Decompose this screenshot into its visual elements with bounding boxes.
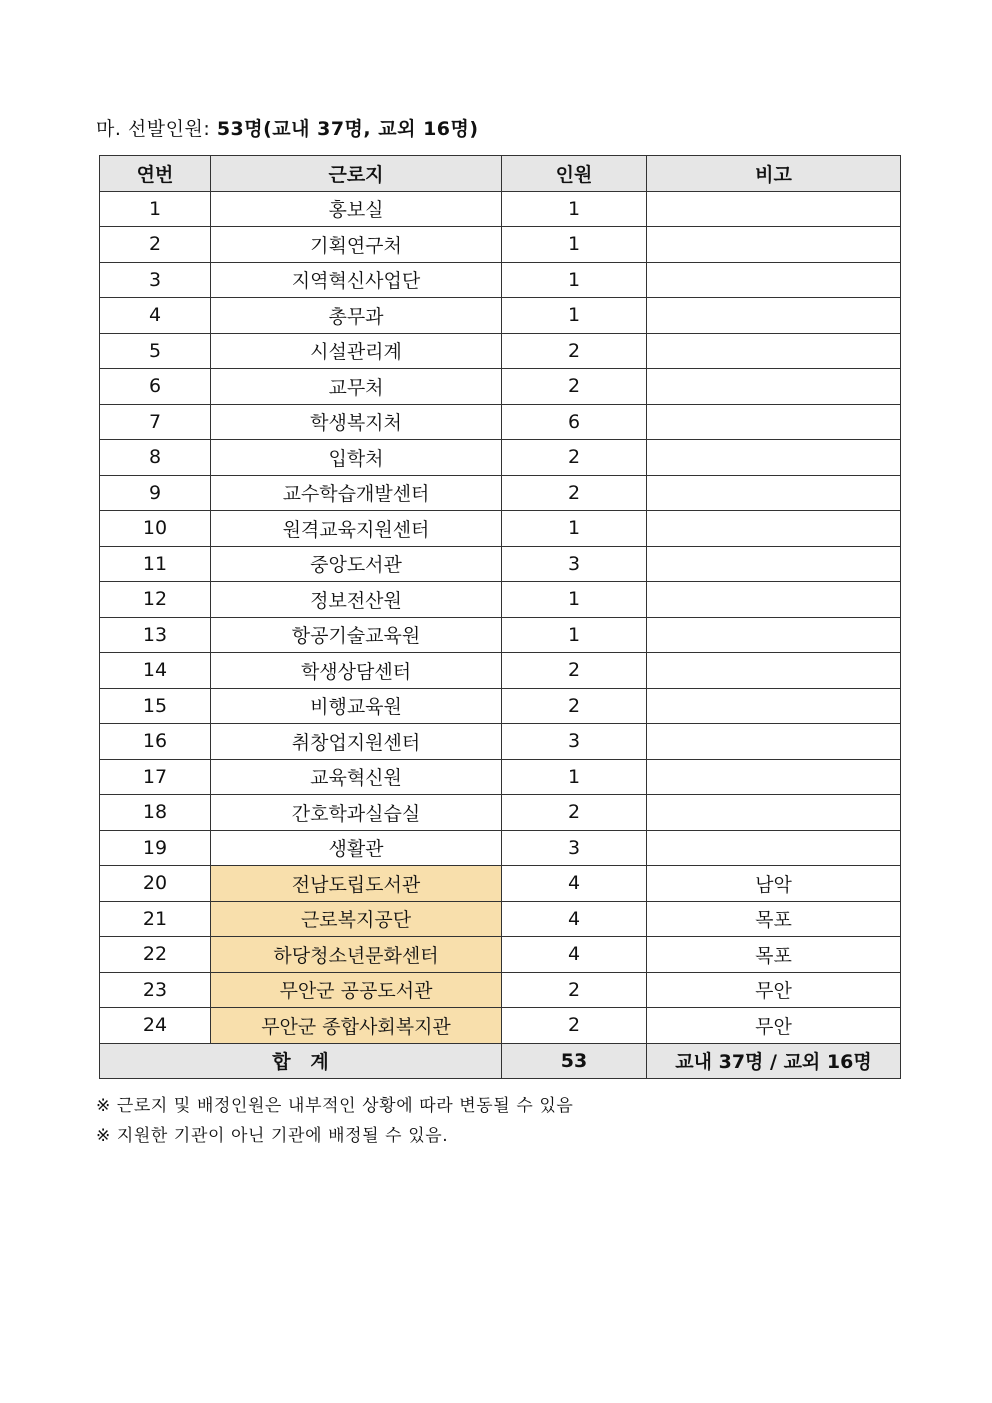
row-note (647, 688, 901, 724)
row-number: 13 (100, 617, 211, 653)
row-workplace: 전남도립도서관 (211, 866, 502, 902)
footnotes (96, 1091, 573, 1151)
table-body (100, 191, 901, 1043)
row-count: 1 (502, 227, 647, 263)
table-row (100, 795, 901, 831)
table-header (100, 156, 901, 192)
row-workplace: 입학처 (211, 440, 502, 476)
row-number: 11 (100, 546, 211, 582)
table-row (100, 866, 901, 902)
table-row (100, 511, 901, 547)
allocation-table (99, 155, 901, 1079)
row-count: 1 (502, 582, 647, 618)
row-note (647, 830, 901, 866)
row-count: 4 (502, 866, 647, 902)
heading-prefix: 마. 선발인원: (96, 118, 211, 140)
row-note: 무안 (647, 972, 901, 1008)
row-workplace: 교수학습개발센터 (211, 475, 502, 511)
row-workplace: 기획연구처 (211, 227, 502, 263)
row-note (647, 298, 901, 334)
row-number: 12 (100, 582, 211, 618)
table-row (100, 688, 901, 724)
table-row (100, 937, 901, 973)
row-count: 3 (502, 830, 647, 866)
row-note: 목포 (647, 937, 901, 973)
table-row (100, 830, 901, 866)
row-number: 9 (100, 475, 211, 511)
row-number: 18 (100, 795, 211, 831)
row-number: 22 (100, 937, 211, 973)
row-workplace: 정보전산원 (211, 582, 502, 618)
row-note: 무안 (647, 1008, 901, 1044)
table-row (100, 901, 901, 937)
row-number: 24 (100, 1008, 211, 1044)
row-note (647, 227, 901, 263)
table-footer (100, 1043, 901, 1079)
footnote: ※ 지원한 기관이 아닌 기관에 배정될 수 있음. (96, 1126, 449, 1146)
row-count: 1 (502, 298, 647, 334)
total-row (100, 1043, 901, 1079)
row-note: 목포 (647, 901, 901, 937)
row-count: 4 (502, 937, 647, 973)
table-row (100, 298, 901, 334)
table-row (100, 1008, 901, 1044)
row-note (647, 546, 901, 582)
row-count: 1 (502, 759, 647, 795)
row-note (647, 759, 901, 795)
header-note: 비고 (647, 156, 901, 192)
total-note: 교내 37명 / 교외 16명 (647, 1043, 901, 1079)
table-row (100, 759, 901, 795)
row-workplace: 교육혁신원 (211, 759, 502, 795)
row-count: 2 (502, 440, 647, 476)
row-workplace: 항공기술교육원 (211, 617, 502, 653)
row-note (647, 475, 901, 511)
row-workplace: 학생복지처 (211, 404, 502, 440)
table-row (100, 617, 901, 653)
row-number: 14 (100, 653, 211, 689)
row-note (647, 724, 901, 760)
row-number: 10 (100, 511, 211, 547)
row-note (647, 440, 901, 476)
row-workplace: 생활관 (211, 830, 502, 866)
row-workplace: 간호학과실습실 (211, 795, 502, 831)
row-number: 3 (100, 262, 211, 298)
header-count: 인원 (502, 156, 647, 192)
row-count: 4 (502, 901, 647, 937)
table-row (100, 546, 901, 582)
row-workplace: 학생상담센터 (211, 653, 502, 689)
row-note (647, 333, 901, 369)
row-workplace: 무안군 종합사회복지관 (211, 1008, 502, 1044)
row-number: 21 (100, 901, 211, 937)
row-number: 15 (100, 688, 211, 724)
row-workplace: 중앙도서관 (211, 546, 502, 582)
row-note (647, 511, 901, 547)
row-workplace: 원격교육지원센터 (211, 511, 502, 547)
row-number: 23 (100, 972, 211, 1008)
table-row (100, 653, 901, 689)
table-row (100, 369, 901, 405)
table-row (100, 440, 901, 476)
row-workplace: 비행교육원 (211, 688, 502, 724)
row-count: 1 (502, 191, 647, 227)
row-number: 17 (100, 759, 211, 795)
row-count: 3 (502, 724, 647, 760)
row-number: 20 (100, 866, 211, 902)
footnote: ※ 근로지 및 배정인원은 내부적인 상황에 따라 변동될 수 있음 (96, 1096, 574, 1116)
row-count: 2 (502, 1008, 647, 1044)
row-number: 4 (100, 298, 211, 334)
table-row (100, 972, 901, 1008)
row-count: 2 (502, 333, 647, 369)
row-workplace: 무안군 공공도서관 (211, 972, 502, 1008)
row-workplace: 근로복지공단 (211, 901, 502, 937)
row-workplace: 교무처 (211, 369, 502, 405)
table-row (100, 333, 901, 369)
row-workplace: 시설관리계 (211, 333, 502, 369)
row-note (647, 191, 901, 227)
row-note (647, 653, 901, 689)
heading-value: 53명(교내 37명, 교외 16명) (216, 118, 479, 140)
row-number: 5 (100, 333, 211, 369)
header-number: 연번 (100, 156, 211, 192)
section-heading (96, 114, 479, 141)
row-note: 남악 (647, 866, 901, 902)
row-count: 6 (502, 404, 647, 440)
header-workplace: 근로지 (211, 156, 502, 192)
row-note (647, 795, 901, 831)
row-number: 1 (100, 191, 211, 227)
table-row (100, 404, 901, 440)
total-label: 합 계 (100, 1043, 502, 1079)
row-note (647, 262, 901, 298)
table-row (100, 724, 901, 760)
row-count: 2 (502, 653, 647, 689)
row-number: 8 (100, 440, 211, 476)
row-note (647, 404, 901, 440)
row-number: 19 (100, 830, 211, 866)
row-number: 2 (100, 227, 211, 263)
table-row (100, 582, 901, 618)
table-row (100, 262, 901, 298)
row-note (647, 369, 901, 405)
row-count: 1 (502, 511, 647, 547)
table-row (100, 191, 901, 227)
row-count: 3 (502, 546, 647, 582)
table-row (100, 475, 901, 511)
row-count: 2 (502, 475, 647, 511)
row-count: 1 (502, 262, 647, 298)
row-count: 2 (502, 369, 647, 405)
row-workplace: 하당청소년문화센터 (211, 937, 502, 973)
row-count: 1 (502, 617, 647, 653)
row-number: 16 (100, 724, 211, 760)
row-note (647, 582, 901, 618)
row-workplace: 홍보실 (211, 191, 502, 227)
row-count: 2 (502, 972, 647, 1008)
row-number: 7 (100, 404, 211, 440)
table-row (100, 227, 901, 263)
row-workplace: 총무과 (211, 298, 502, 334)
row-note (647, 617, 901, 653)
row-count: 2 (502, 688, 647, 724)
row-count: 2 (502, 795, 647, 831)
row-workplace: 지역혁신사업단 (211, 262, 502, 298)
row-number: 6 (100, 369, 211, 405)
total-count: 53 (502, 1043, 647, 1079)
row-workplace: 취창업지원센터 (211, 724, 502, 760)
